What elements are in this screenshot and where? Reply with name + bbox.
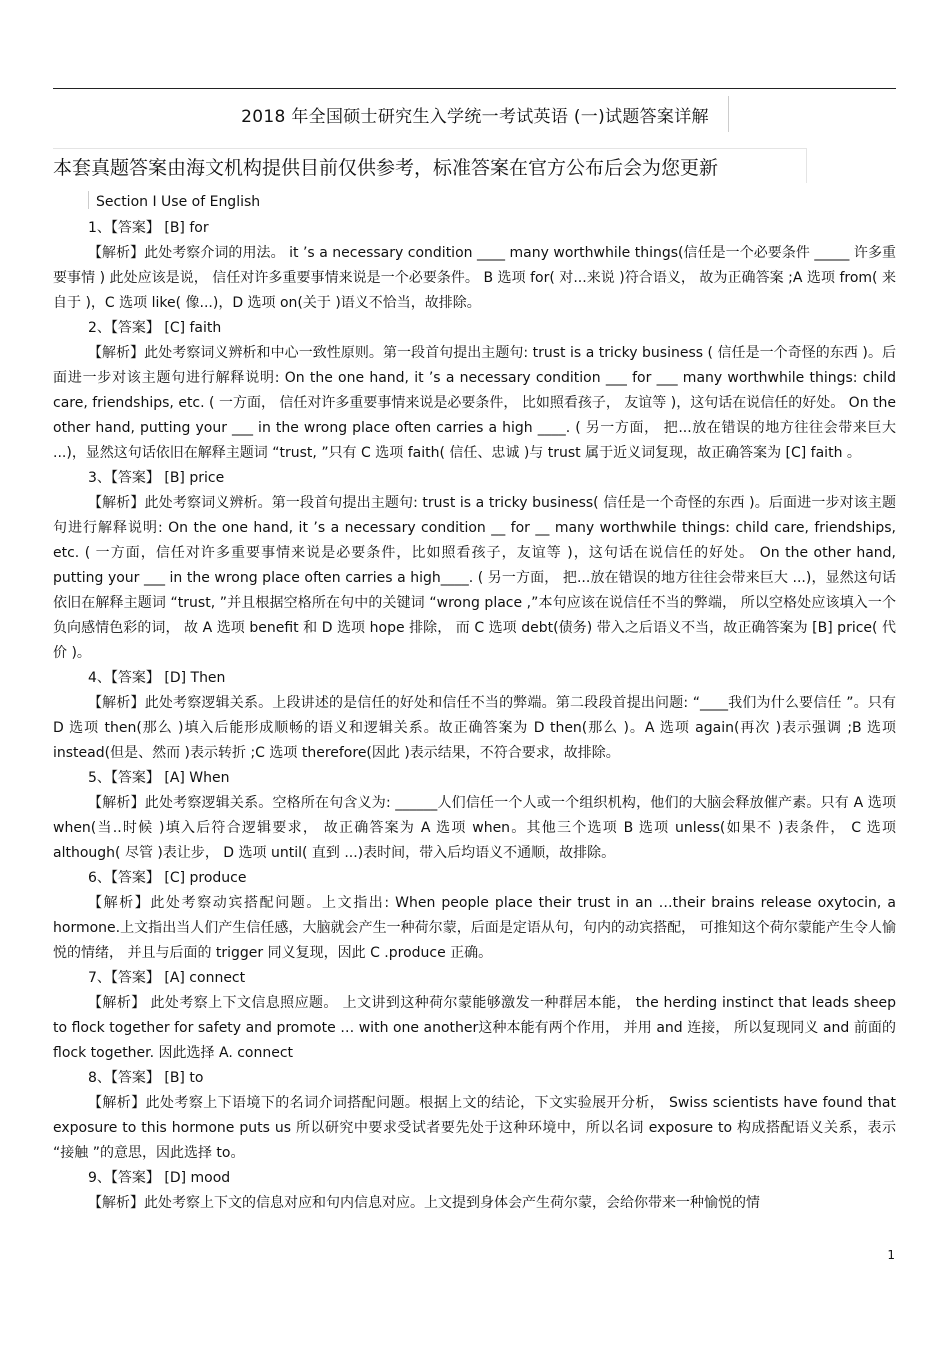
answer-item-3 [53, 466, 896, 666]
answer-item-4 [53, 666, 896, 766]
answer-line: 9、【答案】 [D] mood [88, 1170, 231, 1186]
answer-item-5 [53, 766, 896, 866]
answer-line: 2、【答案】 [C] faith [88, 320, 222, 336]
section-divider [88, 191, 89, 209]
answer-line: 8、【答案】 [B] to [88, 1070, 204, 1086]
answer-line: 7、【答案】 [A] connect [88, 970, 246, 986]
analysis-paragraph: 【解析】此处考察逻辑关系。上段讲述的是信任的好处和信任不当的弊端。第二段段首提出问题: “____我们为什么要信任 ”。只有 D 选项 then(那么 )填入后能形成顺畅的语义和逻辑关系。故正确答案为 D then(那么 )。A 选项 again(再次 )表示强调 ;B 选项 instead(但是、然而 )表示转折 ;C 选项 therefore(因此 )表示结果，不符合要求，故排除。 [53, 695, 896, 761]
answer-line: 4、【答案】 [D] Then [88, 670, 226, 686]
analysis-paragraph: 【解析】此处考察动宾搭配问题。上文指出: When people place their trust in an …their brains release oxytocin, a hormone.上文指出当人们产生信任感，大脑就会产生一种荷尔蒙，后面是定语从句，句内的动宾搭配， 可推知这个荷尔蒙能产生令人愉悦的情绪， 并且与后面的 trigger 同义复现，因此 C .produce 正确。 [53, 895, 896, 961]
page-title: 2018 年全国硕士研究生入学统一考试英语 (一)试题答案详解 [241, 107, 709, 127]
analysis-paragraph: 【解析】此处考察词义辨析。第一段首句提出主题句: trust is a tricky business( 信任是一个奇怪的东西 )。后面进一步对该主题句进行解释说明: On the one hand, it ’s a necessary condition __ for __ many worthwhile things: child care, friendships, etc. ( 一方面，信任对许多重要事情来说是必要条件，比如照看孩子，友谊等 )，这句话在说信任的好处。 On the other hand, putting your ___ in the wrong place often carries a high____. ( 另一方面， 把...放在错误的地方往往会带来巨大 ...)，显然这句话依旧在解释主题词 “trust, ”并且根据空格所在句中的关键词 “wrong place ,”本句应该在说信任不当的弊端， 所以空格处应该填入一个负向感情色彩的词， 故 A 选项 benefit 和 D 选项 hope 排除， 而 C 选项 debt(债务) 带入之后语义不当，故正确答案为 [B] price( 代价 )。 [53, 495, 896, 661]
answer-item-6 [53, 866, 896, 966]
analysis-paragraph: 【解析】此处考察上下文的信息对应和句内信息对应。上文提到身体会产生荷尔蒙，会给你带来一种愉悦的情 [88, 1195, 760, 1211]
analysis-paragraph: 【解析】 此处考察上下文信息照应题。 上文讲到这种荷尔蒙能够激发一种群居本能， the herding instinct that leads sheep to flock together for safety and promote … with one another这种本能有两个作用， 并用 and 连接， 所以复现同义 and 前面的 flock together. 因此选择 A. connect [53, 995, 896, 1061]
answer-item-7 [53, 966, 896, 1066]
analysis-paragraph: 【解析】此处考察介词的用法。 it ’s a necessary condition ____ many worthwhile things(信任是一个必要条件 _____ 许多重要事情 ) 此处应该是说， 信任对许多重要事情来说是一个必要条件。 B 选项 for( 对...来说 )符合语义， 故为正确答案 ;A 选项 from( 来自于 )，C 选项 like( 像...)，D 选项 on(关于 )语义不恰当，故排除。 [53, 245, 896, 311]
analysis-paragraph: 【解析】此处考察上下语境下的名词介词搭配问题。根据上文的结论，下文实验展开分析， Swiss scientists have found that exposure to this hormone puts us 所以研究中要求受试者要先处于这种环境中，所以名词 exposure to 构成搭配语义关系，表示 “接触 ”的意思，因此选择 to。 [53, 1095, 896, 1161]
answer-line: 6、【答案】 [C] produce [88, 870, 247, 886]
page-subtitle: 本套真题答案由海文机构提供目前仅供参考，标准答案在官方公布后会为您更新 [53, 157, 719, 179]
analysis-paragraph: 【解析】此处考察逻辑关系。空格所在句含义为: ______人们信任一个人或一个组织机构，他们的大脑会释放催产素。只有 A 选项 when(当..时候 )填入后符合逻辑要求， 故正确答案为 A 选项 when。其他三个选项 B 选项 unless(如果不 )表条件， C 选项 although( 尽管 )表让步， D 选项 until( 直到 ...)表时间，带入后均语义不通顺，故排除。 [53, 795, 896, 861]
answer-item-9 [53, 1166, 896, 1216]
answer-item-1 [53, 216, 896, 316]
answer-item-8 [53, 1066, 896, 1166]
section-heading: Section I Use of English [96, 194, 261, 210]
answer-list [53, 216, 896, 1216]
top-rule [53, 88, 896, 89]
analysis-paragraph: 【解析】此处考察词义辨析和中心一致性原则。第一段首句提出主题句: trust is a tricky business ( 信任是一个奇怪的东西 )。后面进一步对该主题句进行解释说明: On the one hand, it ’s a necessary condition ___ for ___ many worthwhile things: child care, friendships, etc. ( 一方面， 信任对许多重要事情来说是必要条件， 比如照看孩子， 友谊等 )，这句话在说信任的好处。 On the other hand, putting your ___ in the wrong place often carries a high ____. ( 另一方面， 把...放在错误的地方往往会带来巨大 ...)，显然这句话依旧在解释主题词 “trust, ”只有 C 选项 faith( 信任、忠诚 )与 trust 属于近义词复现，故正确答案为 [C] faith 。 [53, 345, 896, 461]
subtitle-box-right [806, 148, 807, 183]
subtitle-box-top [53, 148, 807, 149]
title-divider [728, 96, 729, 132]
answer-line: 5、【答案】 [A] When [88, 770, 230, 786]
answer-item-2 [53, 316, 896, 466]
page-number: 1 [887, 1248, 895, 1262]
answer-line: 3、【答案】 [B] price [88, 470, 225, 486]
answer-line: 1、【答案】 [B] for [88, 220, 209, 236]
